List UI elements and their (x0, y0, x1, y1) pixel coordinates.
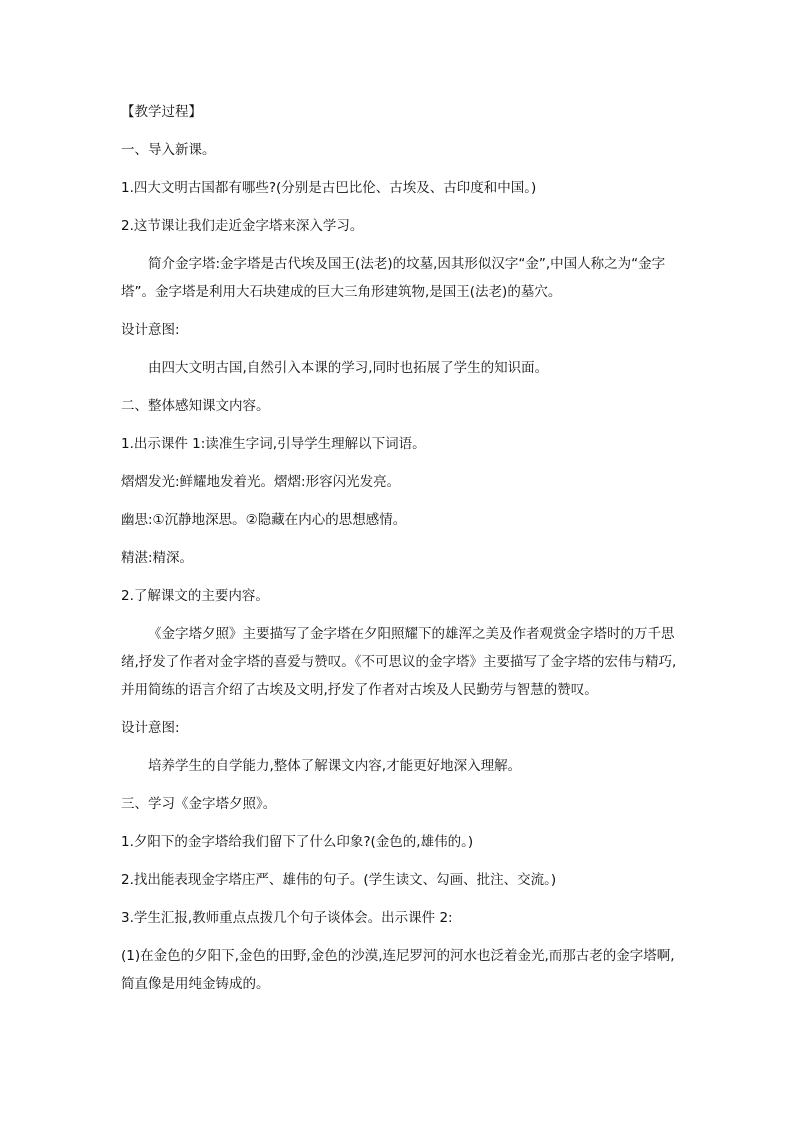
paragraph: 1.四大文明古国都有哪些?(分别是古巴比伦、古埃及、古印度和中国。) (121, 180, 537, 196)
paragraph: 设计意图: (121, 720, 180, 736)
paragraph: 幽思:①沉静地深思。②隐藏在内心的思想感情。 (121, 512, 407, 528)
paragraph: 熠熠发光:鲜耀地发着光。熠熠:形容闪光发亮。 (121, 474, 401, 490)
paragraph: 2.了解课文的主要内容。 (121, 588, 269, 604)
paragraph: 由四大文明古国,自然引入本课的学习,同时也拓展了学生的知识面。 (148, 360, 549, 376)
paragraph: 二、整体感知课文内容。 (121, 398, 270, 414)
paragraph: 《金字塔夕照》主要描写了金字塔在夕阳照耀下的雄浑之美及作者观赏金字塔时的万千思绪,抒发了作者对金字塔的喜爱与赞叹。《不可思议的金字塔》主要描写了金字塔的宏伟与精巧,并用简练的语言介绍了古埃及文明,抒发了作者对古埃及人民勤劳与智慧的赞叹。 (121, 626, 677, 698)
paragraph: 2.这节课让我们走近金字塔来深入学习。 (121, 218, 364, 234)
paragraph: 1.夕阳下的金字塔给我们留下了什么印象?(金色的,雄伟的。) (121, 834, 474, 850)
section-heading: 【教学过程】 (121, 104, 202, 120)
paragraph: 设计意图: (121, 322, 180, 338)
paragraph: 精湛:精深。 (121, 550, 194, 566)
paragraph: (1)在金色的夕阳下,金色的田野,金色的沙漠,连尼罗河的河水也泛着金光,而那古老的金字塔啊,简直像是用纯金铸成的。 (121, 948, 675, 992)
paragraph: 简介金字塔:金字塔是古代埃及国王(法老)的坟墓,因其形似汉字“金”,中国人称之为“金字塔”。金字塔是利用大石块建成的巨大三角形建筑物,是国王(法老)的墓穴。 (121, 256, 666, 300)
paragraph: 三、学习《金字塔夕照》。 (121, 796, 277, 812)
paragraph: 1.出示课件 1:读准生字词,引导学生理解以下词语。 (121, 436, 426, 452)
paragraph: 一、导入新课。 (121, 142, 216, 158)
paragraph: 培养学生的自学能力,整体了解课文内容,才能更好地深入理解。 (148, 758, 522, 774)
paragraph: 3.学生汇报,教师重点点拨几个句子谈体会。出示课件 2: (121, 910, 453, 926)
document-body (121, 98, 681, 1008)
paragraph: 2.找出能表现金字塔庄严、雄伟的句子。(学生读文、勾画、批注、交流。) (121, 872, 557, 888)
